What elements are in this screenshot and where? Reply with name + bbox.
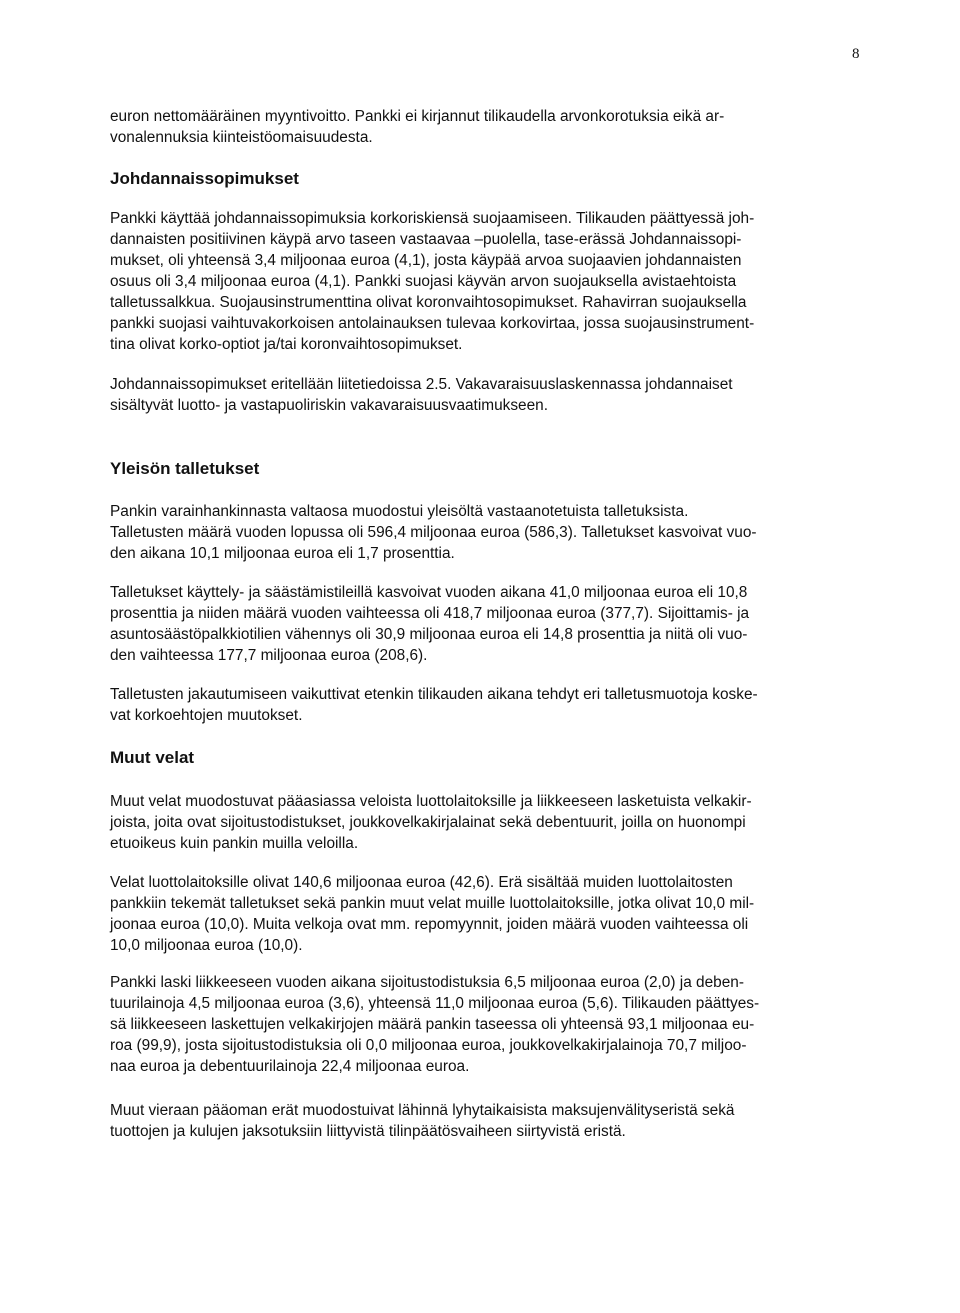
text-line: etuoikeus kuin pankin muilla veloilla. <box>110 835 359 852</box>
text-line: Pankki laski liikkeeseen vuoden aikana sijoitustodistuksia 6,5 miljoonaa euroa (2,0) ja deben- <box>110 974 744 991</box>
text-line: den vaihteessa 177,7 miljoonaa euroa (208,6). <box>110 647 428 664</box>
text-line: Velat luottolaitoksille olivat 140,6 miljoonaa euroa (42,6). Erä sisältää muiden luottolaitosten <box>110 874 733 891</box>
text-line: Talletusten jakautumiseen vaikuttivat etenkin tilikauden aikana tehdyt eri talletusmuotoja koske- <box>110 686 758 703</box>
text-line: pankki suojasi vaihtuvakorkoisen antolainauksen tulevaa korkovirtaa, jossa suojausinstrument- <box>110 315 755 332</box>
paragraph-real-estate-gains <box>110 106 850 148</box>
text-line: Pankin varainhankinnasta valtaosa muodostui yleisöltä vastaanotetuista talletuksista. <box>110 503 689 520</box>
paragraph-deposit-accounts <box>110 582 850 666</box>
text-line: joonaa euroa (10,0). Muita velkoja ovat mm. repomyynnit, joiden määrä vuoden vaihteessa oli <box>110 916 749 933</box>
text-line: Johdannaissopimukset eritellään liitetiedoissa 2.5. Vakavaraisuuslaskennassa johdannaiset <box>110 376 733 393</box>
text-line: Muut velat muodostuvat pääasiassa veloista luottolaitoksille ja liikkeeseen lasketuista velkakir- <box>110 793 752 810</box>
text-line: Talletusten määrä vuoden lopussa oli 596,4 miljoonaa euroa (586,3). Talletukset kasvoivat vuo- <box>110 524 757 541</box>
text-line: pankkiin tekemät talletukset sekä pankin muut velat muille luottolaitoksille, jotka olivat 10,0 mil- <box>110 895 755 912</box>
text-line: mukset, oli yhteensä 3,4 miljoonaa euroa (4,1), josta käypää arvoa suojaavien johdannaisten <box>110 252 742 269</box>
text-line: sisältyvät luotto- ja vastapuoliriskin vakavaraisuusvaatimukseen. <box>110 397 548 414</box>
text-line: sä liikkeeseen laskettujen velkakirjojen määrä pankin taseessa oli yhteensä 93,1 miljoonaa eu- <box>110 1016 755 1033</box>
text-line: Pankki käyttää johdannaissopimuksia korkoriskiensä suojaamiseen. Tilikauden päättyessä joh- <box>110 210 755 227</box>
text-line: 10,0 miljoonaa euroa (10,0). <box>110 937 303 954</box>
text-line: euron nettomääräinen myyntivoitto. Pankki ei kirjannut tilikaudella arvonkorotuksia eikä ar- <box>110 108 725 125</box>
text-line: talletussalkkua. Suojausinstrumenttina olivat koronvaihtosopimukset. Rahavirran suojauksella <box>110 294 747 311</box>
text-line: roa (99,9), josta sijoitustodistuksia oli 0,0 miljoonaa euroa, joukkovelkakirjalainoja 70,7 miljoo- <box>110 1037 747 1054</box>
text-line: Talletukset käyttely- ja säästämistileillä kasvoivat vuoden aikana 41,0 miljoonaa euroa eli 10,8 <box>110 584 748 601</box>
paragraph-issued-securities <box>110 972 850 1077</box>
text-line: dannaisten positiivinen käypä arvo taseen vastaavaa –puolella, tase-erässä Johdannaissopi- <box>110 231 742 248</box>
text-line: joista, joita ovat sijoitustodistukset, joukkovelkakirjalainat sekä debentuurit, joilla on huonompi <box>110 814 746 831</box>
paragraph-derivatives <box>110 208 850 355</box>
heading-public-deposits: Yleisön talletukset <box>110 459 260 478</box>
text-line: Muut vieraan pääoman erät muodostuivat lähinnä lyhytaikaisista maksujenvälityseristä sekä <box>110 1102 735 1119</box>
text-line: vat korkoehtojen muutokset. <box>110 707 303 724</box>
text-line: naa euroa ja debentuurilainoja 22,4 miljoonaa euroa. <box>110 1058 470 1075</box>
text-line: tuottojen ja kulujen jaksotuksiin liittyvistä tilinpäätösvaiheen siirtyvistä eristä. <box>110 1123 626 1140</box>
page-number: 8 <box>852 46 860 62</box>
text-line: den aikana 10,1 miljoonaa euroa eli 1,7 prosenttia. <box>110 545 455 562</box>
paragraph-other-liabilities <box>110 791 850 854</box>
heading-derivatives: Johdannaissopimukset <box>110 169 299 188</box>
text-line: vonalennuksia kiinteistöomaisuudesta. <box>110 129 373 146</box>
text-line: tuurilainoja 4,5 miljoonaa euroa (3,6), yhteensä 11,0 miljoonaa euroa (5,6). Tilikauden päättyes- <box>110 995 760 1012</box>
text-line: prosenttia ja niiden määrä vuoden vaihteessa oli 418,7 miljoonaa euroa (377,7). Sijoittamis- ja <box>110 605 750 622</box>
paragraph-other-debt-items <box>110 1100 850 1142</box>
text-line: tina olivat korko-optiot ja/tai koronvaihtosopimukset. <box>110 336 463 353</box>
paragraph-deposit-distribution <box>110 684 850 726</box>
paragraph-derivatives-notes <box>110 374 850 416</box>
text-line: asuntosäästöpalkkiotilien vähennys oli 30,9 miljoonaa euroa eli 14,8 prosenttia ja niitä oli vuo- <box>110 626 748 643</box>
paragraph-credit-institution-debts <box>110 872 850 956</box>
paragraph-deposits-total <box>110 501 850 564</box>
text-line: osuus oli 3,4 miljoonaa euroa (4,1). Pankki suojasi käyvän arvon suojauksella avistaehtoista <box>110 273 737 290</box>
heading-other-liabilities: Muut velat <box>110 748 195 767</box>
